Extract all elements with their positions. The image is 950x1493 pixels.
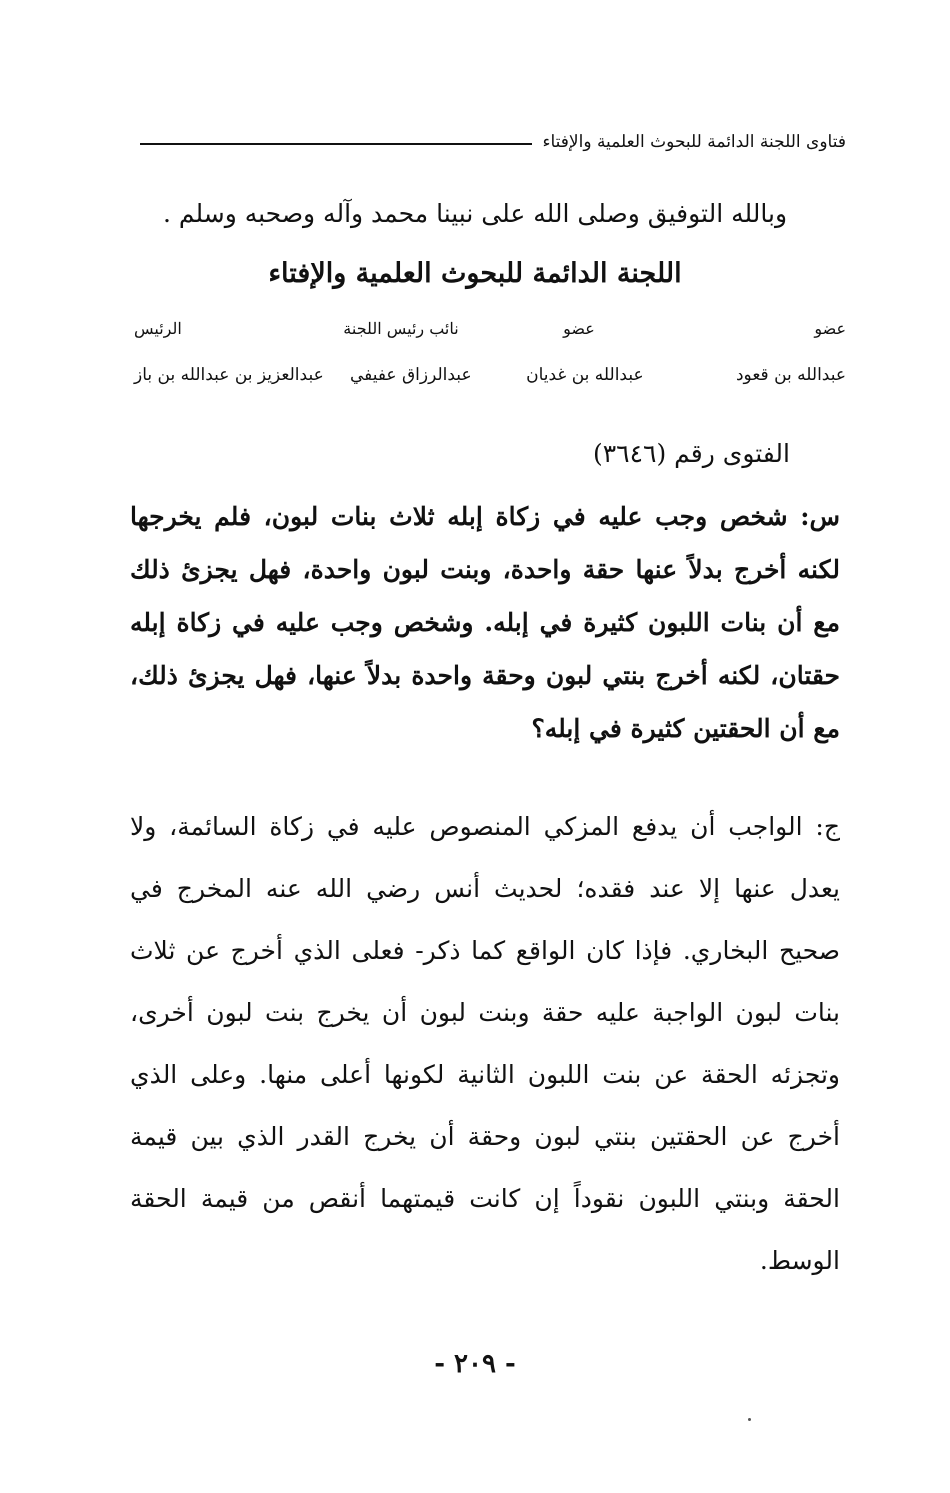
closing-line: وبالله التوفيق وصلى الله على نبينا محمد وآله وصحبه وسلم . [162, 199, 788, 228]
header-rule [140, 143, 532, 145]
signatory-name: عبدالرزاق عفيفي [349, 365, 472, 385]
header-title: فتاوى اللجنة الدائمة للبحوث العلمية والإفتاء [542, 132, 846, 152]
signatory-roles [134, 314, 846, 344]
signatory-names [134, 360, 846, 390]
committee-title: اللجنة الدائمة للبحوث العلمية والإفتاء [268, 258, 682, 289]
page-number: - ٢٠٩ - [434, 1349, 516, 1379]
fatwa-number: الفتوى رقم (٣٦٤٦) [592, 439, 790, 468]
signatory-name: عبدالعزيز بن عبدالله بن باز [134, 365, 324, 385]
signatory-role: الرئيس [134, 319, 182, 338]
signatory-name: عبدالله بن قعود [735, 365, 846, 385]
signatory-role: نائب رئيس اللجنة [343, 319, 459, 338]
signatory-name: عبدالله بن غديان [526, 365, 644, 385]
running-header [140, 124, 846, 160]
signatory-role: عضو [814, 319, 846, 338]
question-paragraph: س: شخص وجب عليه في زكاة إبله ثلاث بنات لبون، فلم يخرجها لكنه أخرج بدلاً عنها حقة واحدة، وبنت لبون واحدة، فهل يجزئ ذلك مع أن بنات اللبون كثيرة في إبله. وشخص وجب عليه في زكاة إبله حقتان، لكنه أخرج بنتي لبون وحقة واحدة بدلاً عنها، فهل يجزئ ذلك، مع أن الحقتين كثيرة في إبله؟ [130, 502, 840, 743]
signatory-role: عضو [563, 319, 595, 338]
answer-paragraph: ج: الواجب أن يدفع المزكي المنصوص عليه في زكاة السائمة، ولا يعدل عنها إلا عند فقده؛ لحديث أنس رضي الله عنه المخرج في صحيح البخاري. فإذا كان الواقع كما ذكر- فعلى الذي أخرج عن ثلاث بنات لبون الواجبة عليه حقة وبنت لبون أن يخرج بنت لبون أخرى، وتجزئه الحقة عن بنت اللبون الثانية لكونها أعلى منها. وعلى الذي أخرج عن الحقتين بنتي لبون وحقة أن يخرج القدر الذي بين قيمة الحقة وبنتي اللبون نقوداً إن كانت قيمتهما أنقص من قيمة الحقة الوسط. [130, 812, 840, 1275]
scan-speck [748, 1418, 751, 1421]
